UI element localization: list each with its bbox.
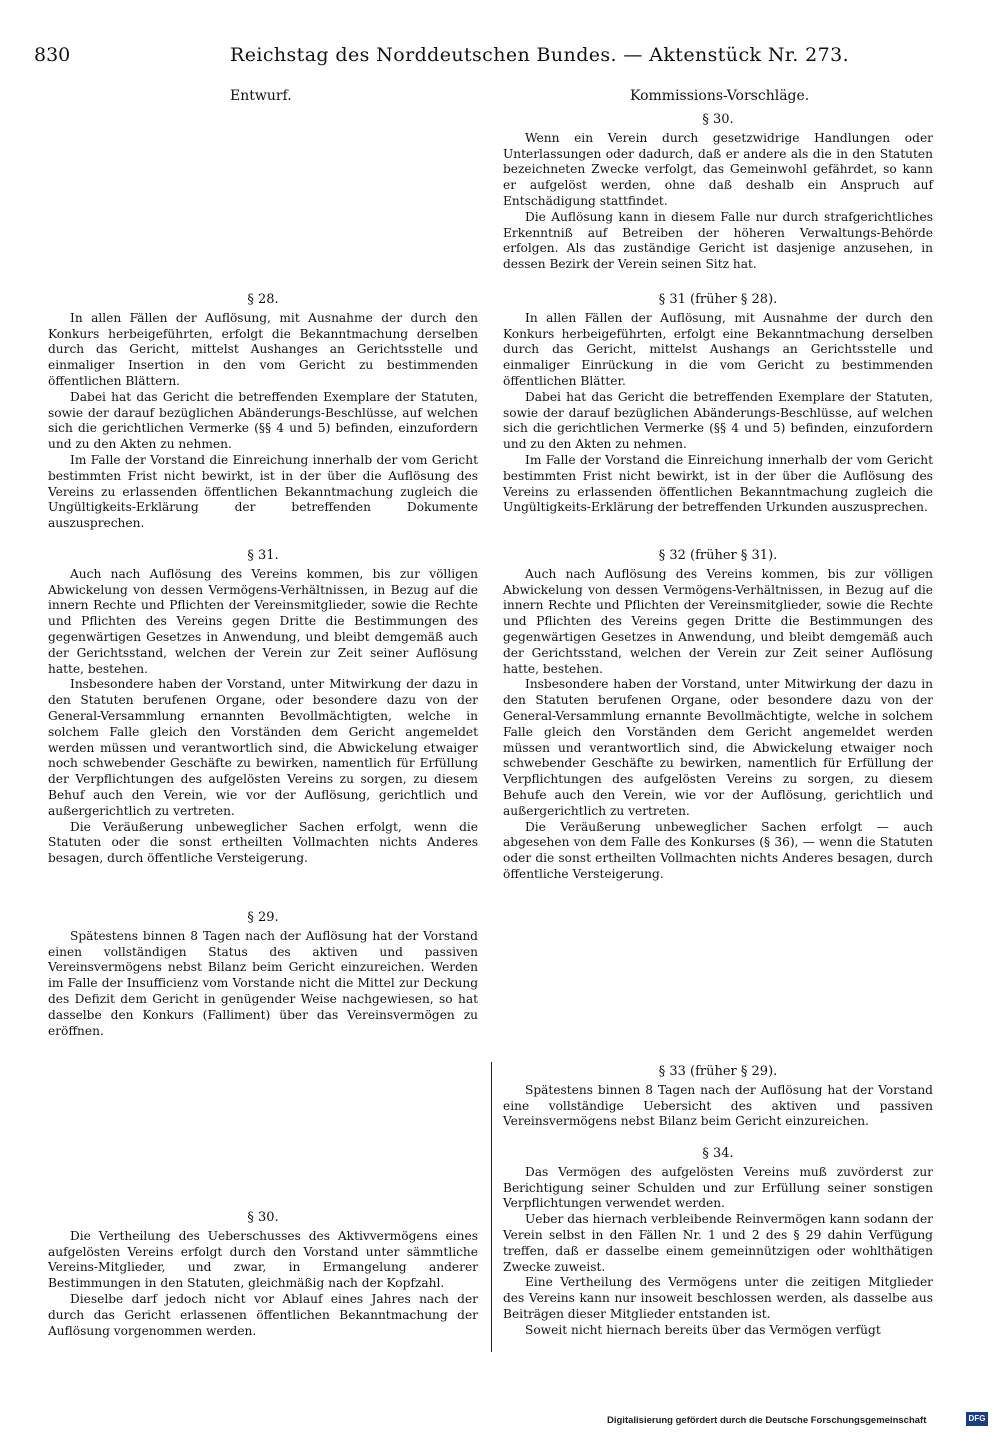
paragraph: Insbesondere haben der Vorstand, unter Mitwirkung der dazu in den Statuten berufenen Organe, oder besondere dazu von der General-Versammlung ernannte Bevollmächtigte, welche in solchem Falle gleich den Vorständen dem Gericht angemeldet werden müssen und verantwortlich sind, die Abwickelung etwaiger noch schwebender Geschäfte zu bewirken, namentlich für Erfüllung der Verpflichtungen des aufgelösten Vereins zu sorgen, zu diesem Behufe auch den Verein, wie vor der Auflösung, gerichtlich und außergerichtlich zu vertreten. xyxy=(503,677,933,818)
dfg-logo-icon: DFG xyxy=(966,1412,988,1426)
section-title: § 31. xyxy=(247,548,279,563)
paragraph: Im Falle der Vorstand die Einreichung innerhalb der vom Gericht bestimmten Frist nicht bewirkt, ist in der über die Auflösung des Vereins zu erlassenden öffentlichen Bekanntmachung zugleich die Ungültigkeits-Erklärung der betreffenden Dokumente auszusprechen. xyxy=(48,452,478,531)
paragraph: In allen Fällen der Auflösung, mit Ausnahme der durch den Konkurs herbeigeführten, erfolgt die Bekanntmachung derselben durch das Gericht, mittelst Aushanges an Gerichtsstelle und einmaliger Insertion in den vom Gericht zu bestimmenden öffentlichen Blättern. xyxy=(48,310,478,388)
left-section-29 xyxy=(48,910,478,1039)
paragraph: Das Vermögen des aufgelösten Vereins muß zuvörderst zur Berichtigung seiner Schulden und zur Erfüllung seiner sonstigen Verpflichtungen verwendet werden. xyxy=(503,1164,933,1211)
right-section-33 xyxy=(503,1064,933,1130)
right-section-31 xyxy=(503,292,933,516)
paragraph: Ueber das hiernach verbleibende Reinvermögen kann sodann der Verein selbst in den Fällen Nr. 1 und 2 des § 29 dahin Verfügung treffen, daß er dasselbe einem gemeinnützigen oder wohlthätigen Zwecke zuweist. xyxy=(503,1212,933,1274)
section-title: § 32 (früher § 31). xyxy=(658,548,778,563)
left-column-heading: Entwurf. xyxy=(230,88,292,104)
paragraph: Die Vertheilung des Ueberschusses des Aktivvermögens eines aufgelösten Vereins erfolgt durch den Vorstand unter sämmtliche Vereins-Mitglieder, und zwar, in Ermangelung anderer Bestimmungen in den Statuten, gleichmäßig nach der Kopfzahl. xyxy=(48,1228,478,1291)
paragraph: Spätestens binnen 8 Tagen nach der Auflösung hat der Vorstand einen vollständigen Status des aktiven und passiven Vereinsvermögens nebst Bilanz beim Gericht einzureichen. Werden im Falle der Insufficienz vom Vorstande nicht die Mittel zur Deckung des Defizit dem Gericht in genügender Weise nachgewiesen, so hat dasselbe den Konkurs (Falliment) über das Vereinsvermögen zu eröffnen. xyxy=(48,928,478,1038)
column-divider xyxy=(491,1062,492,1352)
paragraph: Dabei hat das Gericht die betreffenden Exemplare der Statuten, sowie der darauf bezüglichen Abänderungs-Beschlüsse, auf welchen sich die gerichtlichen Vermerke (§§ 4 und 5) befinden, einzufordern und zu den Akten zu nehmen. xyxy=(48,389,478,452)
paragraph: In allen Fällen der Auflösung, mit Ausnahme der durch den Konkurs herbeigeführten, erfolgt eine Bekanntmachung derselben durch das Gericht, mittelst Aushangs an Gerichtsstelle und einmaliger Einrückung in die vom Gericht zu bestimmenden öffentlichen Blätter. xyxy=(503,310,933,388)
paragraph: Soweit nicht hiernach bereits über das Vermögen verfügt xyxy=(525,1322,881,1337)
paragraph: Die Veräußerung unbeweglicher Sachen erfolgt, wenn die Statuten oder die sonst ertheilten Vollmachten nichts Anderes besagen, durch öffentliche Versteigerung. xyxy=(48,819,478,866)
left-section-30 xyxy=(48,1210,478,1339)
left-section-31 xyxy=(48,548,478,867)
paragraph: Dieselbe darf jedoch nicht vor Ablauf eines Jahres nach der durch das Gericht erlassenen öffentlichen Bekanntmachung der Auflösung vorgenommen werden. xyxy=(48,1291,478,1338)
right-section-30 xyxy=(503,112,933,273)
running-title: Reichstag des Norddeutschen Bundes. — Aktenstück Nr. 273. xyxy=(230,44,850,66)
paragraph: Insbesondere haben der Vorstand, unter Mitwirkung der dazu in den Statuten berufenen Organe, oder besondere dazu von der General-Versammlung ernannten Bevollmächtigten, welche in solchem Falle gleich den Vorständen dem Gericht angemeldet werden müssen und verantwortlich sind, die Abwickelung etwaiger noch schwebender Geschäfte zu bewirken, namentlich für Erfüllung der Verpflichtungen des aufgelösten Vereins zu sorgen, zu diesem Behuf auch den Verein, wie vor der Auflösung, gerichtlich und außergerichtlich zu vertreten. xyxy=(48,677,478,818)
section-title: § 28. xyxy=(247,292,279,307)
paragraph: Die Veräußerung unbeweglicher Sachen erfolgt — auch abgesehen von dem Falle des Konkurses (§ 36), — wenn die Statuten oder die sonst ertheilten Vollmachten nichts Anderes besagen, durch öffentliche Versteigerung. xyxy=(503,819,933,881)
paragraph: Die Auflösung kann in diesem Falle nur durch strafgerichtliches Erkenntniß auf Betreiben der höheren Verwaltungs-Behörde erfolgen. Als das zuständige Gericht ist dasjenige anzusehen, in dessen Bezirk der Verein seinen Sitz hat. xyxy=(503,209,933,272)
paragraph: Eine Vertheilung des Vermögens unter die zeitigen Mitglieder des Vereins kann nur insoweit beschlossen werden, als dasselbe aus Beiträgen dieser Mitglieder entstanden ist. xyxy=(503,1275,933,1321)
page-number: 830 xyxy=(34,44,71,66)
paragraph: Auch nach Auflösung des Vereins kommen, bis zur völligen Abwickelung von dessen Vermögens-Verhältnissen, in Bezug auf die innern Rechte und Pflichten der Vereinsmitglieder, sowie die Rechte und Pflichten des Vereins gegen Dritte die Bestimmungen des gegenwärtigen Gesetzes in Anwendung, und bleibt demgemäß auch der Gerichtsstand, welchen der Verein zur Zeit seiner Auflösung hatte, bestehen. xyxy=(503,566,933,676)
page-header xyxy=(30,40,970,70)
section-title: § 31 (früher § 28). xyxy=(658,292,778,307)
section-title: § 30. xyxy=(702,112,734,127)
section-title: § 29. xyxy=(247,910,279,925)
paragraph: Wenn ein Verein durch gesetzwidrige Handlungen oder Unterlassungen oder dadurch, daß er andere als die in den Statuten bezeichneten Zwecke verfolgt, das Gemeinwohl gefährdet, so kann er aufgelöst werden, ohne daß deshalb ein Anspruch auf Entschädigung stattfindet. xyxy=(503,130,933,208)
paragraph: Auch nach Auflösung des Vereins kommen, bis zur völligen Abwickelung von dessen Vermögens-Verhältnissen, in Bezug auf die innern Rechte und Pflichten der Vereinsmitglieder, sowie die Rechte und Pflichten des Vereins gegen Dritte die Bestimmungen des gegenwärtigen Gesetzes in Anwendung, und bleibt demgemäß auch der Gerichtsstand, welchen der Verein zur Zeit seiner Auflösung hatte, bestehen. xyxy=(48,566,478,676)
section-title: § 30. xyxy=(247,1210,279,1225)
right-section-34 xyxy=(503,1146,933,1339)
left-section-28 xyxy=(48,292,478,532)
paragraph: Dabei hat das Gericht die betreffenden Exemplare der Statuten, sowie der darauf bezüglichen Abänderungs-Beschlüsse, auf welchen sich die gerichtlichen Vermerke (§§ 4 und 5) befinden, einzufordern und zu den Akten zu nehmen. xyxy=(503,389,933,452)
section-title: § 34. xyxy=(702,1146,734,1161)
section-title: § 33 (früher § 29). xyxy=(658,1064,778,1079)
digitization-credit: Digitalisierung gefördert durch die Deutsche Forschungsgemeinschaft xyxy=(607,1415,927,1426)
paragraph: Spätestens binnen 8 Tagen nach der Auflösung hat der Vorstand eine vollständige Uebersicht des aktiven und passiven Vereinsvermögens nebst Bilanz beim Gericht einzureichen. xyxy=(503,1082,933,1129)
right-column-heading: Kommissions-Vorschläge. xyxy=(630,88,810,104)
right-section-32 xyxy=(503,548,933,883)
paragraph: Im Falle der Vorstand die Einreichung innerhalb der vom Gericht bestimmten Frist nicht bewirkt, ist in der über die Auflösung des Vereins zu erlassenden öffentlichen Bekanntmachung zugleich die Ungültigkeits-Erklärung der betreffenden Urkunden auszusprechen. xyxy=(503,452,933,515)
